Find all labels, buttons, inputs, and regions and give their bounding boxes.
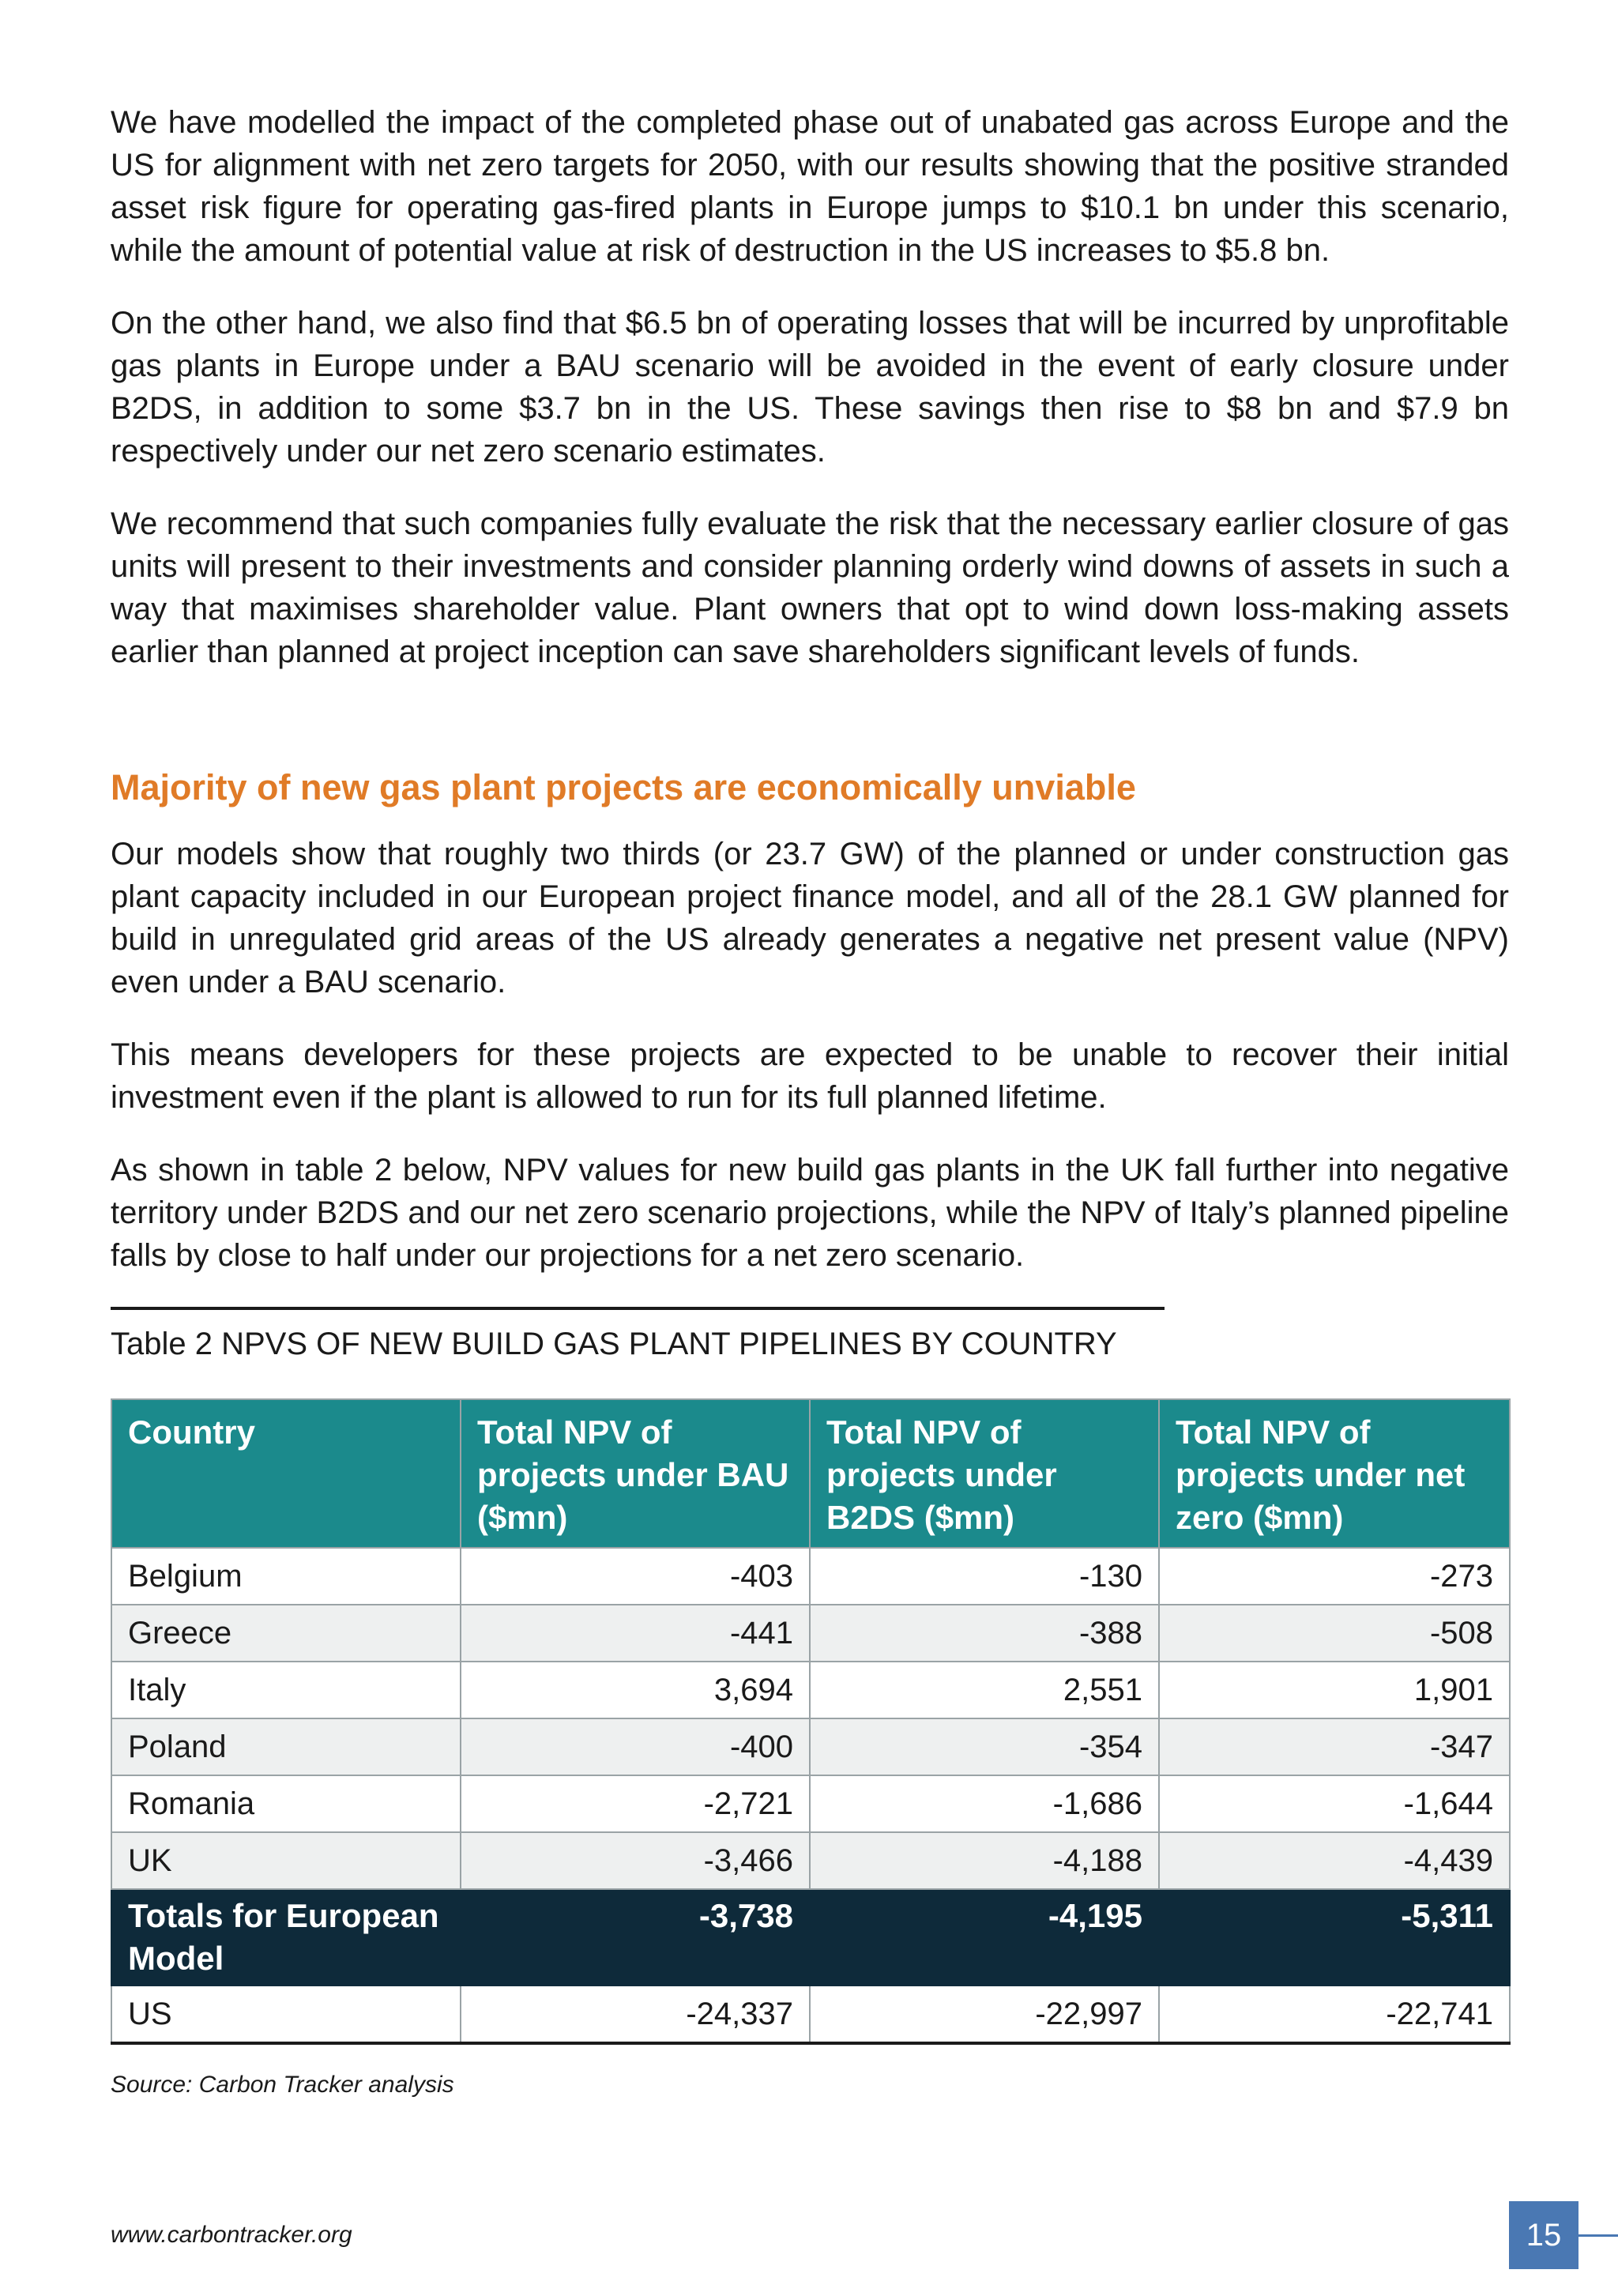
b2ds-value: -4,188 [810,1832,1159,1889]
country-cell: Belgium [111,1548,461,1605]
bau-value: -441 [461,1605,810,1662]
page-number: 15 [1509,2201,1578,2269]
table-row [111,1718,1510,1775]
bau-value: 3,694 [461,1662,810,1718]
section-heading: Majority of new gas plant projects are economically unviable [111,767,1136,807]
page-number-rule [1578,2234,1618,2237]
country-cell: US [111,1985,461,2043]
total-net-zero-value: -5,311 [1159,1889,1510,1985]
table-row [111,1548,1510,1605]
b2ds-value: -388 [810,1605,1159,1662]
table-top-rule [111,1307,1165,1310]
country-cell: Greece [111,1605,461,1662]
net-zero-value: -22,741 [1159,1985,1510,2043]
bau-value: -3,466 [461,1832,810,1889]
b2ds-value: -22,997 [810,1985,1159,2043]
total-label: Totals for European Model [111,1889,461,1985]
bau-value: -403 [461,1548,810,1605]
b2ds-value: -1,686 [810,1775,1159,1832]
table-row [111,1775,1510,1832]
header-bau: Total NPV of projects under BAU ($mn) [461,1399,810,1548]
footer-website-link[interactable]: www.carbontracker.org [111,2222,352,2248]
table-source: Source: Carbon Tracker analysis [111,2072,454,2098]
header-country: Country [111,1399,461,1548]
header-net-zero: Total NPV of projects under net zero ($mn) [1159,1399,1510,1548]
table-row [111,1662,1510,1718]
npv-table [111,1398,1511,2045]
page-content [111,101,1509,2098]
us-row [111,1985,1510,2043]
net-zero-value: -1,644 [1159,1775,1510,1832]
country-cell: Romania [111,1775,461,1832]
total-row [111,1889,1510,1985]
bau-value: -24,337 [461,1985,810,2043]
body-paragraph: Our models show that roughly two thirds (or 23.7 GW) of the planned or under construction gas plant capacity included in our European project finance model, and all of the 28.1 GW planned for build in unregulated grid areas of the US already generates a negative net present value (NPV) even under a BAU scenario. [111,837,1509,999]
body-paragraph: On the other hand, we also find that $6.5 bn of operating losses that will be incurred by unprofitable gas plants in Europe under a BAU scenario will be avoided in the event of early closure under B2DS, in addition to some $3.7 bn in the US. These savings then rise to $8 bn and $7.9 bn respectively under our net zero scenario estimates. [111,306,1509,469]
country-cell: Italy [111,1662,461,1718]
country-cell: UK [111,1832,461,1889]
net-zero-value: -273 [1159,1548,1510,1605]
net-zero-value: -508 [1159,1605,1510,1662]
table-row [111,1832,1510,1889]
table-header-row [111,1399,1510,1548]
body-paragraph: This means developers for these projects are expected to be unable to recover their initial investment even if the plant is allowed to run for its full planned lifetime. [111,1037,1509,1115]
table-caption: Table 2 NPVS OF NEW BUILD GAS PLANT PIPELINES BY COUNTRY [111,1327,1117,1361]
b2ds-value: -354 [810,1718,1159,1775]
bau-value: -400 [461,1718,810,1775]
net-zero-value: -347 [1159,1718,1510,1775]
bau-value: -2,721 [461,1775,810,1832]
b2ds-value: 2,551 [810,1662,1159,1718]
body-paragraph: We have modelled the impact of the completed phase out of unabated gas across Europe and the US for alignment with net zero targets for 2050, with our results showing that the positive stranded asset risk figure for operating gas-fired plants in Europe jumps to $10.1 bn under this scenario, while the amount of potential value at risk of destruction in the US increases to $5.8 bn. [111,105,1509,268]
body-paragraph: We recommend that such companies fully evaluate the risk that the necessary earlier closure of gas units will present to their investments and consider planning orderly wind downs of assets in such a way that maximises shareholder value. Plant owners that opt to wind down loss-making assets earlier than planned at project inception can save shareholders significant levels of funds. [111,506,1509,669]
b2ds-value: -130 [810,1548,1159,1605]
body-paragraph: As shown in table 2 below, NPV values for new build gas plants in the UK fall further into negative territory under B2DS and our net zero scenario projections, while the NPV of Italy’s planned pipeline falls by close to half under our projections for a net zero scenario. [111,1153,1509,1273]
table-row [111,1605,1510,1662]
total-b2ds-value: -4,195 [810,1889,1159,1985]
net-zero-value: 1,901 [1159,1662,1510,1718]
net-zero-value: -4,439 [1159,1832,1510,1889]
total-bau-value: -3,738 [461,1889,810,1985]
country-cell: Poland [111,1718,461,1775]
header-b2ds: Total NPV of projects under B2DS ($mn) [810,1399,1159,1548]
